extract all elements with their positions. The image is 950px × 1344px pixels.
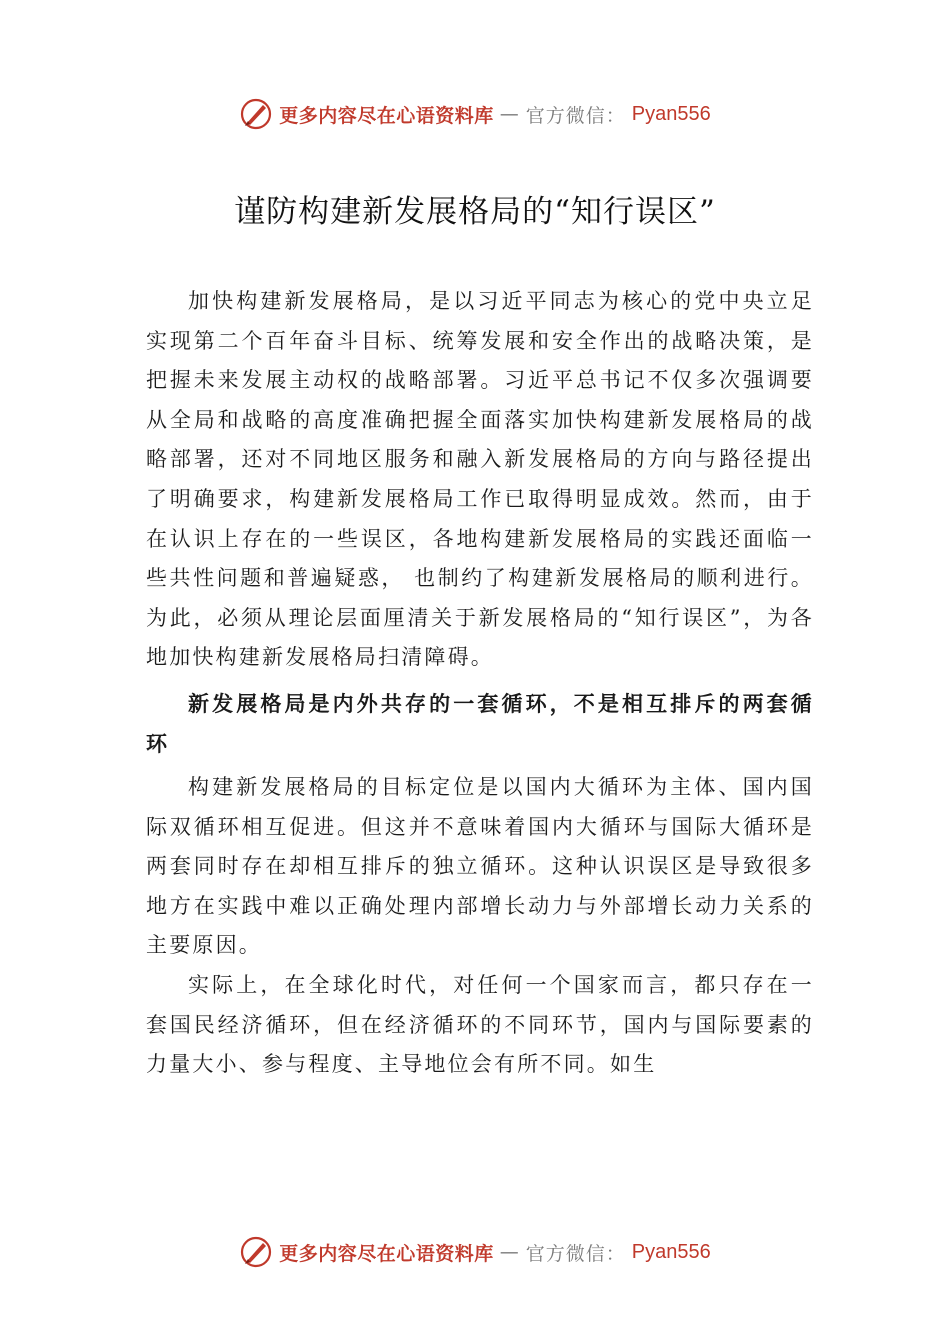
section-paragraph: 实际上，在全球化时代，对任何一个国家而言，都只存在一套国民经济循环，但在经济循环的不同环节，国内与国际要素的力量大小、参与程度、主导地位会有所不同。如生 [146, 972, 814, 1077]
footer-banner [0, 1232, 950, 1272]
banner-wechat-label: 官方微信： [525, 104, 626, 127]
pen-quill-logo-icon [239, 1235, 273, 1269]
document-title: 谨防构建新发展格局的“知行误区” [234, 194, 716, 230]
pen-quill-logo-icon [239, 97, 273, 131]
intro-paragraph: 加快构建新发展格局，是以习近平同志为核心的党中央立足实现第二个百年奋斗目标、统筹发展和安全作出的战略决策，是把握未来发展主动权的战略部署。习近平总书记不仅多次强调要从全局和战略的高度准确把握全面落实加快构建新发展格局的战略部署，还对不同地区服务和融入新发展格局的方向与路径提出了明确要求，构建新发展格局工作已取得明显成效。然而，由于在认识上存在的一些误区，各地构建新发展格局的实践还面临一些共性问题和普遍疑惑， 也制约了构建新发展格局的顺利进行。为此，必须从理论层面厘清关于新发展格局的“知行误区”，为各地加快构建新发展格局扫清障碍。 [146, 289, 814, 670]
banner-wechat-label: 官方微信： [525, 1242, 626, 1265]
section-heading: 新发展格局是内外共存的一套循环，不是相互排斥的两套循环 [146, 691, 814, 756]
document-body [146, 282, 814, 1085]
banner-dash: — [499, 1241, 520, 1263]
banner-slogan: 更多内容尽在心语资料库 [279, 1242, 494, 1265]
banner-dash: — [499, 103, 520, 125]
header-banner [0, 94, 950, 134]
section-paragraph: 构建新发展格局的目标定位是以国内大循环为主体、国内国际双循环相互促进。但这并不意味着国内大循环与国际大循环是两套同时存在却相互排斥的独立循环。这种认识误区是导致很多地方在实践中难以正确处理内部增长动力与外部增长动力关系的主要原因。 [146, 774, 814, 958]
banner-wechat-id: Pyan556 [631, 1240, 711, 1263]
banner-wechat-id: Pyan556 [631, 102, 711, 125]
banner-slogan: 更多内容尽在心语资料库 [279, 104, 494, 127]
